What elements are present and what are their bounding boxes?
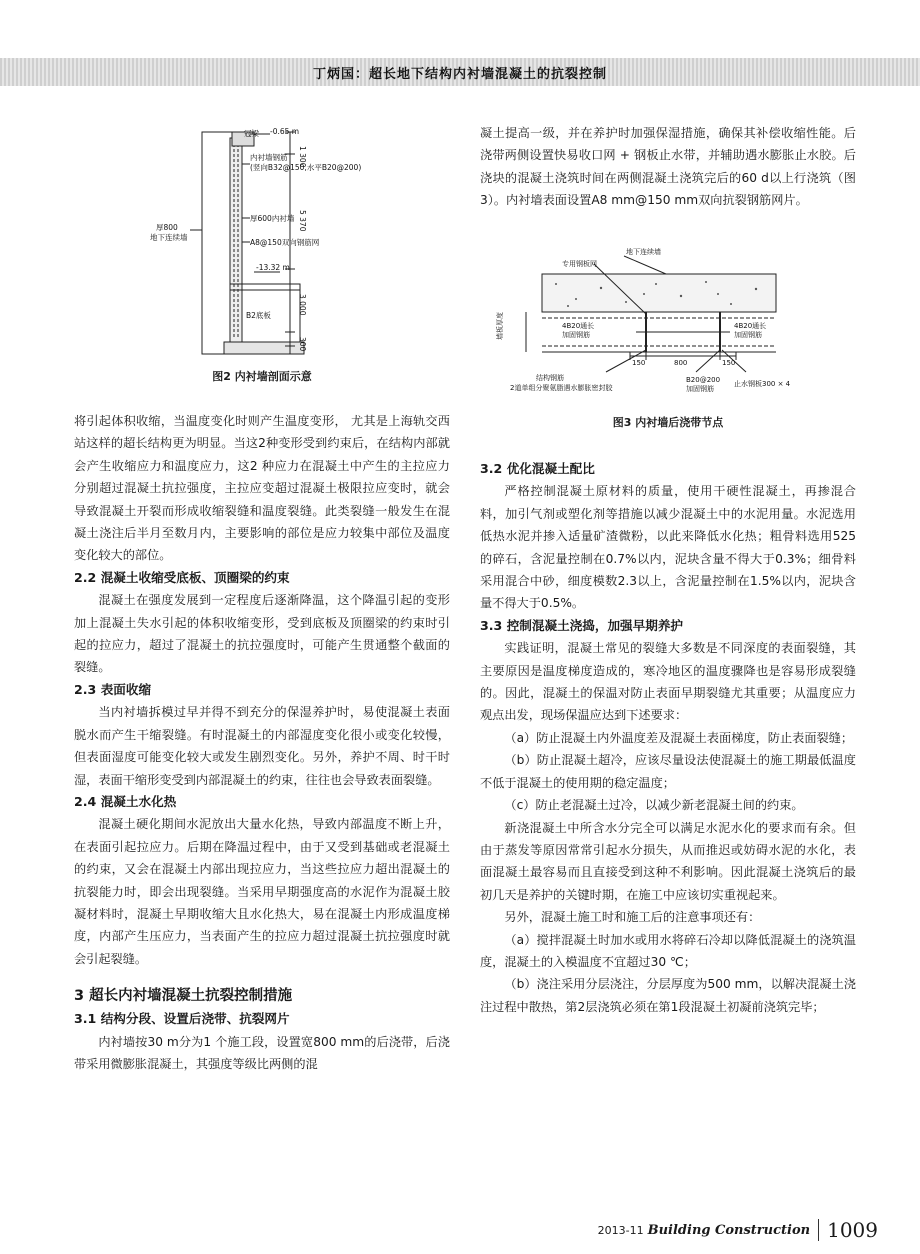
paragraph: 将引起体积收缩，当温度变化时则产生温度变形， 尤其是上海轨交西站这样的超长结构更为明显。当这2种变形受到约束后，在结构内部就会产生收缩应力和温度应力，这2 种应力在混凝土中产生的主拉应力分别超过混凝土抗拉强度，主拉应变超过混凝土极限拉应变时，就会导致混凝土开裂而形成收缩裂缝和温度裂缝。此类裂缝一般发生在混凝土浇注后半月至数月内，主要影响的部位是应力较集中部位及温度变化较大的部位。 <box>74 414 450 563</box>
fig3-label-mesh: 专用钢板网 <box>562 260 597 268</box>
footer-separator <box>818 1219 819 1241</box>
section-heading-3-3: 3.3 控制混凝土浇捣，加强早期养护 <box>480 617 684 633</box>
fig3-dim-150b: 150 <box>722 359 736 367</box>
footer-journal: Building Construction <box>647 1222 811 1238</box>
fig3-label-b20-a: B20@200 <box>686 376 721 384</box>
paragraph: 严格控制混凝土原材料的质量，使用干硬性混凝土，再掺混合料，加引气剂或塑化剂等措施以减少混凝土中的水泥用量。水泥选用低热水泥并掺入适量矿渣微粉，以此来降低水化热；粗骨料选用525的碎石，含泥量控制在0.7%以内，泥块含量不得大于0.3%；细骨料采用混合中砂，细度模数2.3以上，含泥量控制在1.5%以内，泥块含量不得大于0.5%。 <box>480 484 856 611</box>
list-item: （a）防止混凝土内外温度差及混凝土表面梯度，防止表面裂缝； <box>504 730 854 745</box>
fig3-label-b20-b: 加固钢筋 <box>686 385 714 393</box>
paragraph: 当内衬墙拆模过早并得不到充分的保湿养护时，易使混凝土表面脱水而产生干缩裂缝。有时混凝土的内部湿度变化很小或变化较慢，但表面湿度可能变化较大或发生剧烈变化。另外，养护不周、时干时湿，表面干缩形变受到内部混凝土的约束，往往也会导致表面裂缝。 <box>74 705 450 787</box>
fig2-label-wall800-b: 地下连续墙 <box>150 233 188 242</box>
paragraph: 新浇混凝土中所含水分完全可以满足水泥水化的要求而有余。但由于蒸发等原因常常引起水分损失，从而推迟或妨碍水泥的水化，表面混凝土最容易而且直接受到这种不利影响。因此混凝土浇筑后的最初几天是养护的关键时期，在施工中应该切实重视起来。 <box>480 820 856 902</box>
figure-3-drawing <box>496 244 796 404</box>
fig2-dim-low: 3 000 <box>298 294 307 316</box>
fig2-label-mesh: A8@150双向钢筋网 <box>250 238 320 247</box>
fig2-label-rebar-a: 内衬墙钢筋 <box>250 153 288 162</box>
fig2-dim-bottom: 300 <box>298 337 307 352</box>
figure-3 <box>496 244 796 404</box>
fig3-label-right-rebar-b: 加固钢筋 <box>734 331 762 339</box>
list-item: （b）防止混凝土超冷，应该尽量设法使混凝土的施工期最低温度不低于混凝土的使用期的稳定温度； <box>480 753 856 790</box>
list-item: （a）搅拌混凝土时加水或用水将碎石冷却以降低混凝土的浇筑温度，混凝土的入模温度不宜超过30 ℃； <box>480 932 856 969</box>
fig2-label-slab: B2底板 <box>246 311 271 320</box>
fig3-label-right-rebar-a: 4B20通长 <box>734 322 767 330</box>
figure-2-caption: 图2 内衬墙剖面示意 <box>212 370 312 383</box>
list-item: （c）防止老混凝土过冷，以减少新老混凝土间的约束。 <box>504 798 804 813</box>
paragraph: 内衬墙按30 m分为1 个施工段，设置宽800 mm的后浇带，后浇带采用微膨胀混凝土，其强度等级比两侧的混 <box>74 1034 450 1071</box>
paragraph: 混凝土在强度发展到一定程度后逐渐降温，这个降温引起的变形加上混凝土失水引起的体积收缩变形，受到底板及顶圈梁的约束时引起的拉应力，超过了混凝土的抗拉强度时，可能产生贯通整个截面的裂缝。 <box>74 593 450 675</box>
section-heading-2-4: 2.4 混凝土水化热 <box>74 793 177 809</box>
paragraph: 混凝土硬化期间水泥放出大量水化热，导致内部温度不断上升，在表面引起拉应力。后期在降温过程中，由于又受到基础或老混凝土的约束，又会在混凝土内部出现拉应力，当这些拉应力超出混凝土的抗裂能力时，即会出现裂缝。当采用早期强度高的水泥作为混凝土胶凝材料时，混凝土早期收缩大且水化热大，易在混凝土内形成温度梯度，内部产生压应力，当表面产生的拉应力超过混凝土抗拉强度时就会引起裂缝。 <box>74 817 450 966</box>
running-head: 丁炳国：超长地下结构内衬墙混凝土的抗裂控制 <box>312 66 607 82</box>
left-column <box>74 410 450 1075</box>
fig3-label-left-rebar-a: 4B20通长 <box>562 322 595 330</box>
right-column-top <box>480 122 856 212</box>
running-head-band <box>0 58 920 86</box>
section-heading-2-3: 2.3 表面收缩 <box>74 681 152 697</box>
fig2-dim-mid: 5 370 <box>298 210 307 232</box>
section-heading-3-1: 3.1 结构分段、设置后浇带、抗裂网片 <box>74 1011 290 1027</box>
figure-2 <box>150 124 430 394</box>
paragraph: 凝土提高一级，并在养护时加强保湿措施，确保其补偿收缩性能。后浇带两侧设置快易收口网 + 钢板止水带，并辅助遇水膨胀止水胶。后浇块的混凝土浇筑时间在两侧混凝土浇筑完后的60 d以上行浇筑（图3）。内衬墙表面设置A8 mm@150 mm双向抗裂钢筋网片。 <box>480 126 856 208</box>
fig3-diaphragm-wall <box>542 274 776 312</box>
section-heading-2-2: 2.2 混凝土收缩受底板、顶圈梁的约束 <box>74 569 290 585</box>
fig2-label-top-level: -0.65 m <box>270 127 300 136</box>
fig3-label-seal: 2道单组分聚氨脂遇水膨胀密封胶 <box>510 384 613 392</box>
fig3-label-top: 地下连续墙 <box>626 248 661 256</box>
figure-2-drawing <box>150 124 430 394</box>
fig2-label-guanliang: 冠梁 <box>244 129 259 138</box>
fig3-label-struct: 结构钢筋 <box>536 374 564 382</box>
footer-date: 2013-11 <box>597 1223 644 1237</box>
fig2-dim-top: 1 300 <box>298 146 307 168</box>
page-footer <box>598 1218 878 1242</box>
paragraph: 另外，混凝土施工时和施工后的注意事项还有： <box>504 910 761 925</box>
section-heading-3: 3 超长内衬墙混凝土抗裂控制措施 <box>74 988 293 1005</box>
fig3-label-plate: 止水钢板300 × 4 <box>734 380 791 388</box>
section-heading-3-2: 3.2 优化混凝土配比 <box>480 461 595 476</box>
figure-3-caption: 图3 内衬墙后浇带节点 <box>612 416 724 429</box>
fig2-label-wall600: 厚600内衬墙 <box>250 214 295 223</box>
fig3-label-thickness: 墙板厚度 <box>496 312 504 340</box>
right-column-bottom <box>480 458 856 1018</box>
fig3-label-left-rebar-b: 加固钢筋 <box>562 331 590 339</box>
fig3-dim-150a: 150 <box>632 359 646 367</box>
paragraph: 实践证明，混凝土常见的裂缝大多数是不同深度的表面裂缝，其主要原因是温度梯度造成的，寒冷地区的温度骤降也是容易形成裂缝的。因此，混凝土的保温对防止表面早期裂缝尤其重要；从温度应力观点出发，现场保温应达到下述要求： <box>480 641 856 723</box>
page-number: 1009 <box>827 1218 878 1242</box>
fig2-label-wall800-a: 厚800 <box>156 223 178 232</box>
fig3-dim-800: 800 <box>674 359 688 367</box>
list-item: （b）浇注采用分层浇注，分层厚度为500 mm，以解决混凝土浇注过程中散热，第2层浇筑必须在第1段混凝土初凝前浇筑完毕； <box>480 977 856 1014</box>
fig2-label-rebar-b: (竖向B32@150,水平B20@200) <box>250 163 362 172</box>
fig2-label-level2: -13.32 m <box>256 263 290 272</box>
